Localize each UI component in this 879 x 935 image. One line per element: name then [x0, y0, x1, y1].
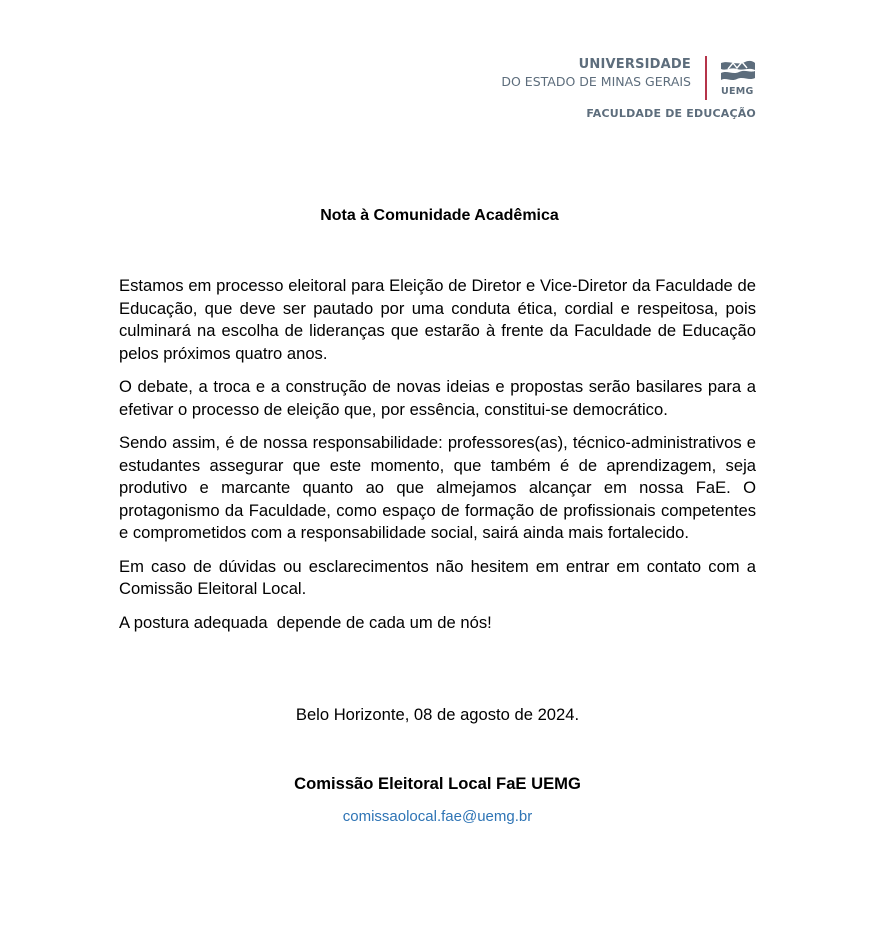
paragraph: Sendo assim, é de nossa responsabilidade: professores(as), técnico-administrativos e estudantes assegurar que este momento, que também é de aprendizagem, seja produtivo e marcante quanto ao que almejamos alcançar em nossa FaE. O protagonismo da Faculdade, como espaço de formação de profissionais competentes e comprometidos com a responsabilidade social, sairá ainda mais fortalecido. [119, 433, 756, 542]
paragraph: A postura adequada depende de cada um de nós! [119, 612, 492, 632]
date-line: Belo Horizonte, 08 de agosto de 2024. [295, 705, 580, 724]
paragraph: O debate, a troca e a construção de novas ideias e propostas serão basilares para a efetivar o processo de eleição que, por essência, constitui-se democrático. [119, 377, 756, 419]
document-title: Nota à Comunidade Acadêmica [320, 207, 559, 224]
signature: Comissão Eleitoral Local FaE UEMG [294, 774, 581, 793]
uemg-logo [470, 56, 770, 126]
uemg-emblem-icon [719, 60, 757, 88]
logo-divider [705, 56, 707, 100]
document-body [119, 275, 756, 645]
logo-faculty-name: FACULDADE DE EDUCAÇÃO [586, 107, 756, 120]
paragraph: Estamos em processo eleitoral para Eleição de Diretor e Vice-Diretor da Faculdade de Educação, que deve ser pautado por uma conduta ética, cordial e respeitosa, pois culminará na escolha de lideranças que estarão à frente da Faculdade de Educação pelos próximos quatro anos. [119, 276, 756, 363]
logo-acronym: UEMG [721, 86, 754, 97]
logo-university-line2: DO ESTADO DE MINAS GERAIS [501, 74, 691, 89]
logo-university-line1: UNIVERSIDADE [578, 57, 691, 72]
contact-email-link[interactable]: comissaolocal.fae@uemg.br [342, 808, 533, 825]
paragraph: Em caso de dúvidas ou esclarecimentos não hesitem em entrar em contato com a Comissão Eleitoral Local. [119, 556, 756, 598]
logo-university-name [501, 56, 691, 90]
